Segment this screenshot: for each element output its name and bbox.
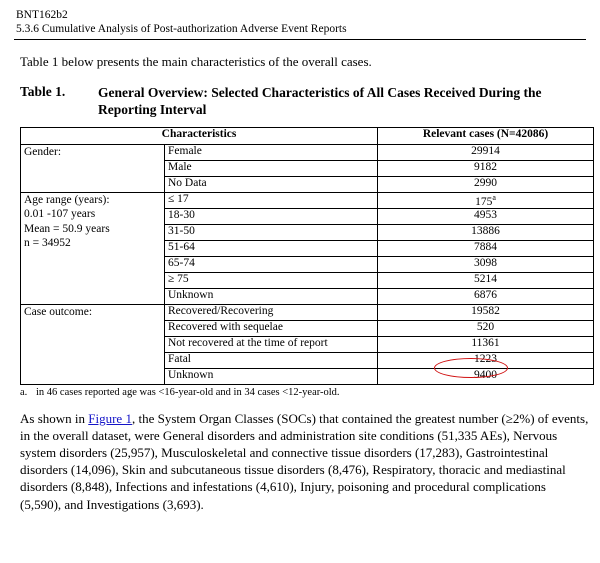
footnote-marker-a: a: [492, 192, 496, 202]
row-value: 13886: [378, 224, 594, 240]
group-line: Mean = 50.9 years: [24, 222, 110, 235]
row-value: 4953: [378, 208, 594, 224]
overview-table: [20, 127, 594, 385]
row-value: 19582: [378, 304, 594, 320]
header-product-code: BNT162b2: [16, 9, 68, 21]
table-row: [21, 304, 594, 320]
row-value: 11361: [378, 336, 594, 352]
row-value-text: 175: [475, 195, 493, 208]
table-row: [21, 144, 594, 160]
row-label: Female: [165, 144, 378, 160]
body-text-part2: , the System Organ Classes (SOCs) that contained the greatest number (≥2%) of events, in the overall dataset, were General disorders and administration site conditions (51,335 AEs), Nervous system disorders (25,957), Musculoskeletal and connective tissue disorders (17,283), Gastrointestinal disorders (14,096), Skin and subcutaneous tissue disorders (8,476), Respiratory, thoracic and mediastinal disorders (8,848), Infections and infestations (4,610), Injury, poisoning and procedural complications (5,590), and Investigations (3,693).: [20, 410, 589, 512]
row-value: 9400: [378, 368, 594, 384]
column-header-relevant-cases: Relevant cases (N=42086): [378, 127, 594, 144]
group-line: n = 34952: [24, 236, 71, 249]
row-label: 51-64: [165, 240, 378, 256]
header-document-title: 5.3.6 Cumulative Analysis of Post-authorization Adverse Event Reports: [16, 23, 347, 36]
footnote-marker: a.: [20, 386, 28, 398]
column-header-characteristics: Characteristics: [21, 127, 378, 144]
row-label: Male: [165, 160, 378, 176]
row-label: Unknown: [165, 288, 378, 304]
row-value-fatal: 1223: [378, 352, 594, 368]
body-text-part1: As shown in: [20, 410, 89, 426]
page-header: [14, 8, 586, 37]
footnote-text: in 46 cases reported age was <16-year-old and in 34 cases <12-year-old.: [36, 386, 340, 398]
header-divider: [14, 39, 586, 40]
table-header-row: [21, 127, 594, 144]
group-label-age-range: [21, 192, 165, 304]
row-value: 3098: [378, 256, 594, 272]
row-label: 18-30: [165, 208, 378, 224]
group-line: Gender:: [24, 145, 62, 158]
group-line: Age range (years):: [24, 193, 110, 206]
row-label: 31-50: [165, 224, 378, 240]
body-paragraph: [20, 410, 590, 513]
row-value: [378, 192, 594, 208]
row-label: No Data: [165, 176, 378, 192]
row-value: 6876: [378, 288, 594, 304]
row-value: 520: [378, 320, 594, 336]
table-row: [21, 192, 594, 208]
intro-paragraph: Table 1 below presents the main characteristics of the overall cases.: [20, 53, 372, 69]
row-label: Unknown: [165, 368, 378, 384]
group-label-case-outcome: [21, 304, 165, 384]
row-value: 9182: [378, 160, 594, 176]
group-label-gender: [21, 144, 165, 192]
row-label: Not recovered at the time of report: [165, 336, 378, 352]
row-label: Fatal: [165, 352, 378, 368]
row-label: ≥ 75: [165, 272, 378, 288]
row-label: 65-74: [165, 256, 378, 272]
row-label: Recovered/Recovering: [165, 304, 378, 320]
group-line: Case outcome:: [24, 305, 93, 318]
table-caption: [20, 84, 586, 119]
row-value: 2990: [378, 176, 594, 192]
row-label: ≤ 17: [165, 192, 378, 208]
figure-1-link[interactable]: Figure 1: [88, 410, 132, 426]
row-value: 7884: [378, 240, 594, 256]
row-value: 5214: [378, 272, 594, 288]
row-label: Recovered with sequelae: [165, 320, 378, 336]
table-footnote: [20, 387, 586, 398]
group-line: 0.01 -107 years: [24, 208, 96, 221]
table-caption-label: Table 1.: [20, 83, 66, 99]
table-caption-text: General Overview: Selected Characteristics of All Cases Received During the Reporting Interval: [98, 84, 542, 118]
row-value: 29914: [378, 144, 594, 160]
